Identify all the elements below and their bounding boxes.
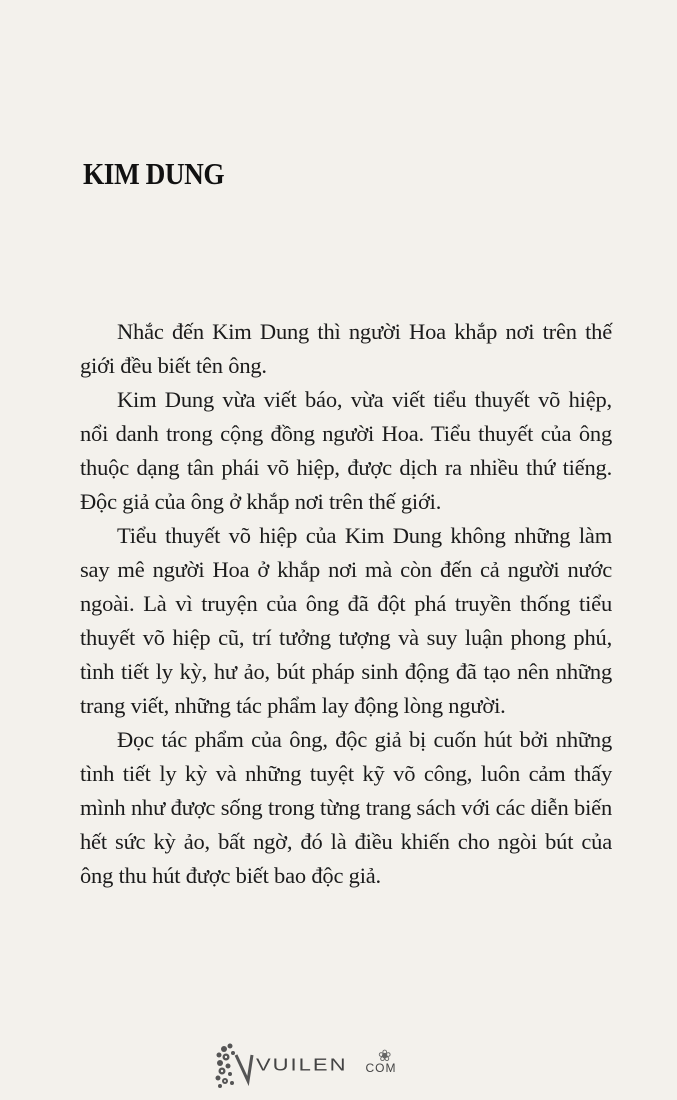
watermark-tld: COM [365, 1061, 397, 1075]
paragraph-3: Tiểu thuyết võ hiệp của Kim Dung không những làm say mê người Hoa ở khắp nơi mà còn đến cả người nước ngoài. Là vì truyện của ông đã đột phá truyền thống tiểu thuyết võ hiệp cũ, trí tưởng tượng và suy luận phong phú, tình tiết ly kỳ, hư ảo, bút pháp sinh động đã tạo nên những trang viết, những tác phẩm lay động lòng người. [80, 523, 612, 718]
watermark-brand: VUILEN [256, 1054, 348, 1075]
clover-icon: ❀ [378, 1048, 392, 1065]
page-title: KIM DUNG [83, 156, 225, 191]
paragraph-2: Kim Dung vừa viết báo, vừa viết tiểu thuyết võ hiệp, nổi danh trong cộng đồng người Hoa. Tiểu thuyết của ông thuộc dạng tân phái võ hiệp, được dịch ra nhiều thứ tiếng. Độc giả của ông ở khắp nơi trên thế giới. [80, 387, 612, 514]
paragraph-4: Đọc tác phẩm của ông, độc giả bị cuốn hút bởi những tình tiết ly kỳ và những tuyệt kỹ võ công, luôn cảm thấy mình như được sống trong từng trang sách với các diễn biến hết sức kỳ ảo, bất ngờ, đó là điều khiến cho ngòi bút của ông thu hút được biết bao độc giả. [80, 727, 612, 888]
vuilen-watermark-logo [210, 1040, 396, 1090]
paragraph-1: Nhắc đến Kim Dung thì người Hoa khắp nơi trên thế giới đều biết tên ông. [80, 319, 612, 378]
flower-logo-icon [210, 1041, 254, 1089]
body-text [80, 315, 612, 893]
